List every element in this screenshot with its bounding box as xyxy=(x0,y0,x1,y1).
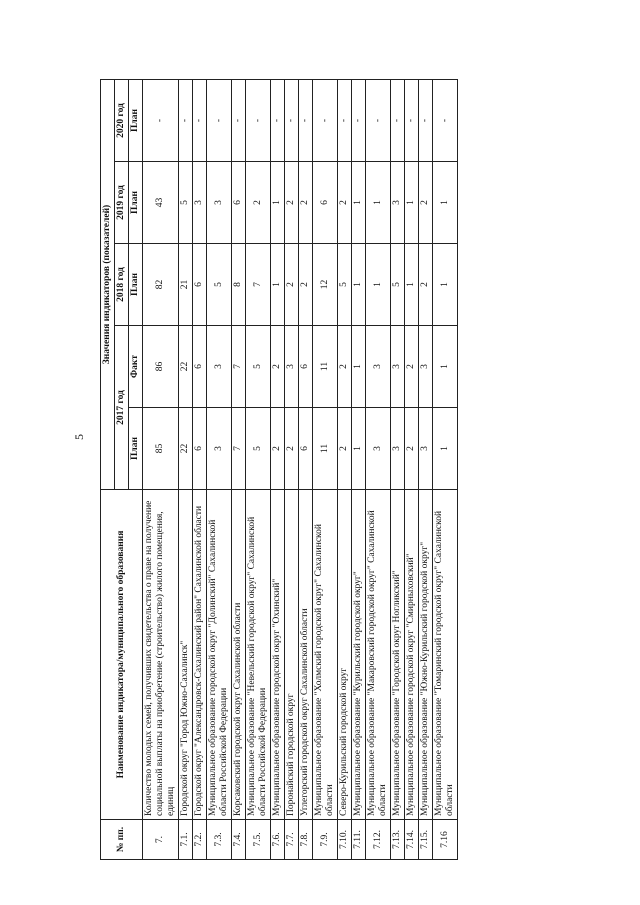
row-value: - xyxy=(433,80,458,162)
row-value: 3 xyxy=(391,162,405,244)
row-value: 22 xyxy=(179,408,193,490)
row-value: 85 xyxy=(143,408,179,490)
row-name: Муниципальное образование "Холмский городской округ" Сахалинской области xyxy=(313,490,338,820)
row-name: Корсаковский городской округ Сахалинской области xyxy=(232,490,246,820)
row-name: Муниципальное образование городской округ "Охинский" xyxy=(271,490,285,820)
row-value: 12 xyxy=(313,244,338,326)
row-value: 6 xyxy=(299,326,313,408)
row-value: 2 xyxy=(405,408,419,490)
table-row xyxy=(313,80,338,860)
table-body xyxy=(143,80,458,860)
row-value: 43 xyxy=(143,162,179,244)
row-name: Муниципальное образование "Томаринский городской округ" Сахалинской области xyxy=(433,490,458,820)
table-row xyxy=(285,80,299,860)
row-value: 6 xyxy=(232,162,246,244)
row-value: - xyxy=(285,80,299,162)
row-value: 3 xyxy=(419,326,433,408)
row-name: Муниципальное образование "Невельский городской округ" Сахалинской области Российской Федерации xyxy=(246,490,271,820)
header-plan-2019: План xyxy=(129,162,143,244)
row-value: 3 xyxy=(391,326,405,408)
row-value: 1 xyxy=(433,326,458,408)
row-value: 2 xyxy=(338,408,352,490)
row-value: 2 xyxy=(405,326,419,408)
table-row xyxy=(232,80,246,860)
row-number: 7.7. xyxy=(285,820,299,860)
row-value: 1 xyxy=(271,244,285,326)
row-number: 7.9. xyxy=(313,820,338,860)
row-name: Городской округ "Александровск-Сахалинский район" Сахалинской области xyxy=(193,490,207,820)
row-value: - xyxy=(299,80,313,162)
row-name: Поронайский городской округ xyxy=(285,490,299,820)
row-name: Муниципальное образование городской округ "Долинский" Сахалинской области Российской Федерации xyxy=(207,490,232,820)
row-value: 5 xyxy=(391,244,405,326)
row-value: 1 xyxy=(352,408,366,490)
row-value: 1 xyxy=(352,326,366,408)
row-value: 6 xyxy=(193,326,207,408)
row-number: 7.10. xyxy=(338,820,352,860)
row-value: - xyxy=(352,80,366,162)
row-value: 7 xyxy=(232,326,246,408)
row-value: 21 xyxy=(179,244,193,326)
row-number: 7.2. xyxy=(193,820,207,860)
row-value: 1 xyxy=(433,162,458,244)
row-value: - xyxy=(193,80,207,162)
row-value: 6 xyxy=(313,162,338,244)
row-value: 22 xyxy=(179,326,193,408)
row-value: 2 xyxy=(419,162,433,244)
header-year-2019: 2019 год xyxy=(115,162,129,244)
row-value: 11 xyxy=(313,408,338,490)
row-value: 3 xyxy=(366,408,391,490)
table-row xyxy=(405,80,419,860)
row-value: - xyxy=(271,80,285,162)
row-name: Муниципальное образование "Макаровский городской округ" Сахалинской области xyxy=(366,490,391,820)
row-number: 7.8. xyxy=(299,820,313,860)
table-row xyxy=(352,80,366,860)
row-value: - xyxy=(179,80,193,162)
row-value: 3 xyxy=(366,326,391,408)
row-name: Северо-Курильский городской округ xyxy=(338,490,352,820)
row-value: 7 xyxy=(232,408,246,490)
row-value: 3 xyxy=(193,162,207,244)
row-value: - xyxy=(143,80,179,162)
header-fact-2017: Факт xyxy=(129,326,143,408)
header-plan-2018: План xyxy=(129,244,143,326)
row-number: 7.12. xyxy=(366,820,391,860)
row-number: 7. xyxy=(143,820,179,860)
header-plan-2017: План xyxy=(129,408,143,490)
row-value: - xyxy=(419,80,433,162)
table-row xyxy=(433,80,458,860)
row-value: 2 xyxy=(271,326,285,408)
row-value: - xyxy=(405,80,419,162)
row-value: 1 xyxy=(405,162,419,244)
row-value: - xyxy=(246,80,271,162)
row-value: 1 xyxy=(433,244,458,326)
header-plan-2020: План xyxy=(129,80,143,162)
row-number: 7.13. xyxy=(391,820,405,860)
header-num: № пп. xyxy=(101,820,143,860)
row-value: 2 xyxy=(271,408,285,490)
table-row xyxy=(391,80,405,860)
row-number: 7.6. xyxy=(271,820,285,860)
row-name: Муниципальное образование "Курильский городской округ" xyxy=(352,490,366,820)
row-value: - xyxy=(232,80,246,162)
row-value: 2 xyxy=(285,408,299,490)
table-row xyxy=(271,80,285,860)
row-value: - xyxy=(366,80,391,162)
row-value: 6 xyxy=(193,408,207,490)
row-value: 2 xyxy=(338,326,352,408)
row-name: Городской округ "Город Южно-Сахалинск" xyxy=(179,490,193,820)
row-value: 1 xyxy=(366,162,391,244)
row-number: 7.11. xyxy=(352,820,366,860)
row-value: 1 xyxy=(352,162,366,244)
row-value: 8 xyxy=(232,244,246,326)
row-value: 6 xyxy=(193,244,207,326)
row-value: 1 xyxy=(405,244,419,326)
row-number: 7.14. xyxy=(405,820,419,860)
row-value: 2 xyxy=(246,162,271,244)
row-name: Количество молодых семей, получивших свидетельства о праве на получение социальной выплаты на приобретение (строительство) жилого помещения, единиц xyxy=(143,490,179,820)
table-row xyxy=(246,80,271,860)
row-value: 2 xyxy=(285,244,299,326)
row-value: 1 xyxy=(271,162,285,244)
table-row xyxy=(299,80,313,860)
table-row xyxy=(207,80,232,860)
row-value: 2 xyxy=(338,162,352,244)
table-row xyxy=(366,80,391,860)
row-value: - xyxy=(207,80,232,162)
indicators-table xyxy=(100,79,458,860)
row-value: - xyxy=(391,80,405,162)
row-value: 5 xyxy=(246,326,271,408)
row-value: 5 xyxy=(338,244,352,326)
row-value: 3 xyxy=(207,162,232,244)
row-name: Муниципальное образование "Южно-Курильский городской округ" xyxy=(419,490,433,820)
row-value: 86 xyxy=(143,326,179,408)
header-year-2017: 2017 год xyxy=(115,326,129,490)
row-number: 7.15. xyxy=(419,820,433,860)
row-value: 2 xyxy=(285,162,299,244)
table-row xyxy=(143,80,179,860)
header-values-group: Значения индикаторов (показателей) xyxy=(101,80,115,490)
row-value: 3 xyxy=(285,326,299,408)
page-number: 5 xyxy=(72,434,86,440)
row-value: 7 xyxy=(246,244,271,326)
row-value: 5 xyxy=(246,408,271,490)
row-number: 7.1. xyxy=(179,820,193,860)
table-row xyxy=(193,80,207,860)
row-value: 2 xyxy=(419,244,433,326)
row-value: 1 xyxy=(352,244,366,326)
table-row xyxy=(338,80,352,860)
row-value: 6 xyxy=(299,408,313,490)
row-value: - xyxy=(313,80,338,162)
row-name: Муниципальное образование городской округ "Смирныховский" xyxy=(405,490,419,820)
row-value: - xyxy=(338,80,352,162)
row-value: 2 xyxy=(299,244,313,326)
row-value: 11 xyxy=(313,326,338,408)
header-name: Наименование индикатора/муниципального образования xyxy=(101,490,143,820)
row-name: Муниципальное образование "Городской округ Ногликский" xyxy=(391,490,405,820)
row-name: Углегорский городской округ Сахалинской области xyxy=(299,490,313,820)
table-row xyxy=(419,80,433,860)
table-row xyxy=(179,80,193,860)
row-number: 7.5. xyxy=(246,820,271,860)
row-number: 7.16 xyxy=(433,820,458,860)
row-value: 5 xyxy=(179,162,193,244)
row-value: 3 xyxy=(419,408,433,490)
row-value: 1 xyxy=(366,244,391,326)
row-value: 82 xyxy=(143,244,179,326)
row-value: 3 xyxy=(391,408,405,490)
header-year-2018: 2018 год xyxy=(115,244,129,326)
row-value: 1 xyxy=(433,408,458,490)
row-value: 5 xyxy=(207,244,232,326)
rotated-table-wrapper xyxy=(100,80,540,860)
row-value: 3 xyxy=(207,326,232,408)
row-number: 7.3. xyxy=(207,820,232,860)
header-year-2020: 2020 год xyxy=(115,80,129,162)
row-value: 3 xyxy=(207,408,232,490)
row-number: 7.4. xyxy=(232,820,246,860)
row-value: 2 xyxy=(299,162,313,244)
